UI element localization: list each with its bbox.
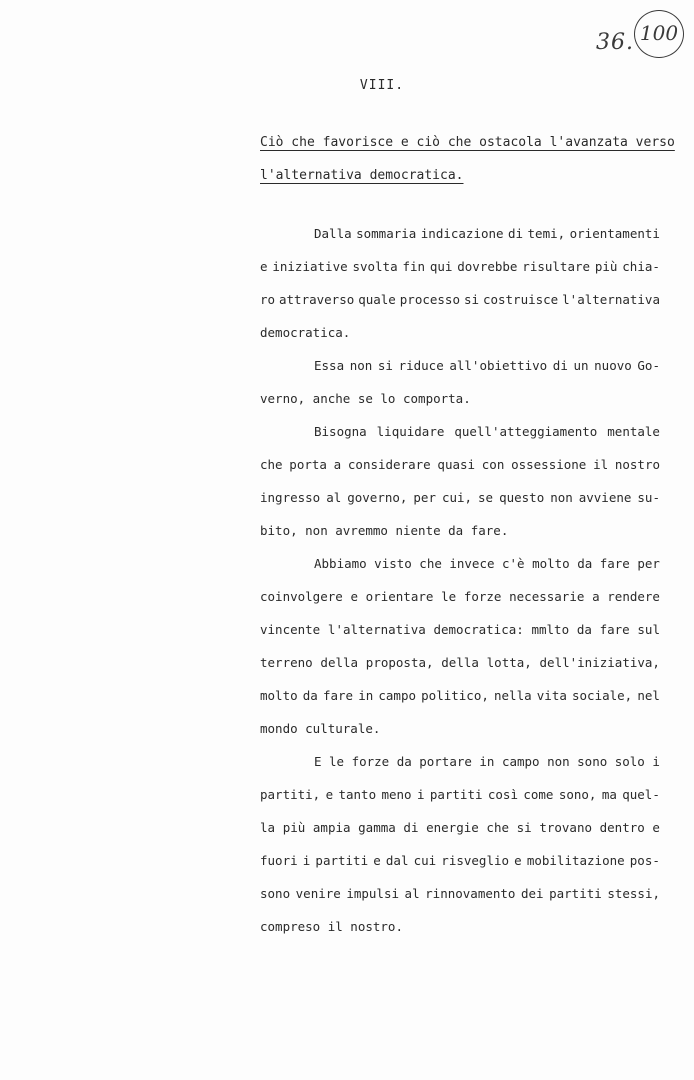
body-text [260,217,660,943]
text-line: Bisogna liquidare quell'atteggiamento mentale [314,424,660,439]
text-line: terreno della proposta, della lotta, dell'iniziativa, [260,655,660,670]
text-line: Abbiamo visto che invece c'è molto da fare per [314,556,660,571]
text-line: fuori i partiti e dal cui risveglio e mobilitazione pos- [260,853,660,868]
circled-page-number: 100 [634,10,684,58]
section-title [260,126,675,192]
text-line: e iniziative svolta fin qui dovrebbe risultare più chia- [260,259,660,274]
text-line: E le forze da portare in campo non sono solo i [314,754,660,769]
text-line: bito, non avremmo niente da fare. [260,523,509,538]
text-line: molto da fare in campo politico, nella vita sociale, nel [260,688,660,703]
section-title-line: Ciò che favorisce e ciò che ostacola l'avanzata verso [260,135,675,150]
text-line: vincente l'alternativa democratica: mmlto da fare sul [260,622,660,637]
section-title-line: l'alternativa democratica. [260,168,464,183]
text-line: coinvolgere e orientare le forze necessarie a rendere [260,589,660,604]
text-line: Dalla sommaria indicazione di temi, orientamenti [314,226,660,241]
text-line: che porta a considerare quasi con ossessione il nostro [260,457,660,472]
chapter-number: VIII. [359,78,405,93]
text-line: mondo culturale. [260,721,381,736]
text-line: ro attraverso quale processo si costruisce l'alternativa [260,292,660,307]
text-line: Essa non si riduce all'obiettivo di un nuovo Go- [314,358,660,373]
text-line: compreso il nostro. [260,919,403,934]
page-number-annotation [552,8,682,68]
text-line: verno, anche se lo comporta. [260,391,471,406]
text-line: la più ampia gamma di energie che si trovano dentro e [260,820,660,835]
text-line: sono venire impulsi al rinnovamento dei partiti stessi, [260,886,660,901]
text-line: democratica. [260,325,351,340]
text-line: ingresso al governo, per cui, se questo non avviene su- [260,490,660,505]
text-line: partiti, e tanto meno i partiti così come sono, ma quel- [260,787,660,802]
handwritten-page-number: 36. [596,30,634,55]
